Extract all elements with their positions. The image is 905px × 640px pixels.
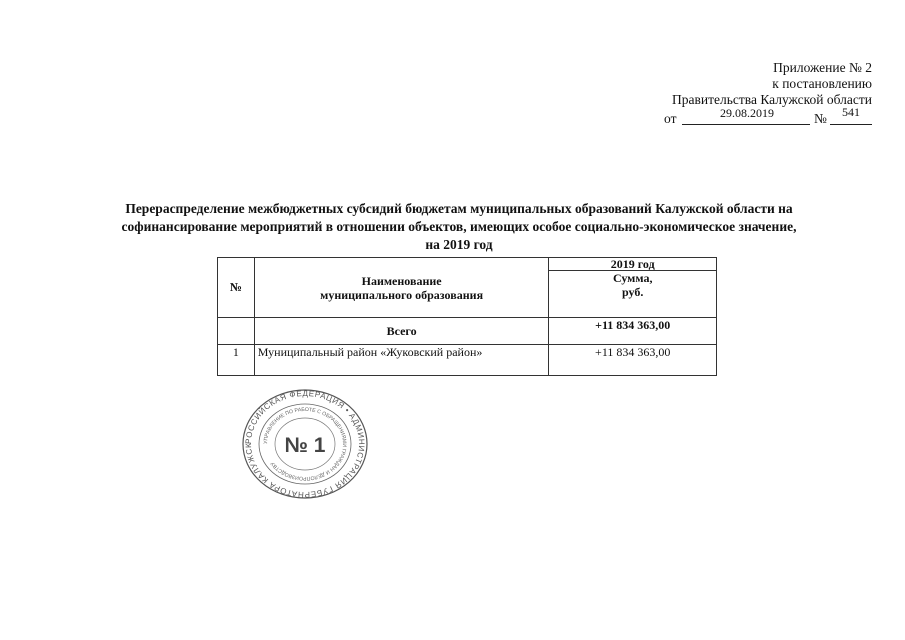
table-row: [218, 345, 717, 376]
header-year: 2019 год: [549, 258, 717, 271]
header-sum-line2: руб.: [622, 285, 644, 299]
header-no: №: [218, 258, 255, 318]
header-name: [254, 258, 549, 318]
total-label: Всего: [254, 318, 549, 345]
total-value: +11 834 363,00: [549, 318, 717, 345]
appendix-issuer: Правительства Калужской области: [671, 92, 872, 107]
row-value: +11 834 363,00: [549, 345, 717, 376]
stamp-seal-icon: [240, 388, 370, 500]
document-title: [100, 200, 818, 254]
table-header-row: [218, 258, 717, 271]
stamp-outer-text: РОССИЙСКАЯ ФЕДЕРАЦИЯ • АДМИНИСТРАЦИЯ ГУБЕРНАТОРА КАЛУЖСК: [243, 388, 367, 500]
from-label: от: [664, 111, 677, 126]
total-no: [218, 318, 255, 345]
total-row: [218, 318, 717, 345]
title-line-3: на 2019 год: [425, 237, 493, 252]
official-stamp: [240, 388, 370, 500]
date-number-line: [632, 105, 872, 126]
stamp-inner-text: УПРАВЛЕНИЕ ПО РАБОТЕ С ОБРАЩЕНИЯМИ ГРАЖДАН И ДЕЛОПРОИЗВОДСТВУ: [262, 406, 348, 482]
subsidy-table: [217, 257, 717, 376]
header-name-line2: муниципального образования: [320, 287, 484, 302]
header-name-line1: Наименование: [361, 273, 442, 288]
header-sum: [549, 271, 717, 318]
title-line-1: Перераспределение межбюджетных субсидий бюджетам муниципальных образований Калужской области на: [125, 201, 793, 216]
header-sum-line1: Сумма,: [612, 271, 653, 285]
appendix-ref: к постановлению: [772, 76, 872, 91]
date-underline: [682, 124, 810, 125]
number-label: №: [814, 111, 827, 126]
number-underline: [830, 124, 872, 125]
resolution-date: 29.08.2019: [720, 106, 774, 120]
title-line-2: софинансирование мероприятий в отношении объектов, имеющих особое социально-экономическое значение,: [121, 219, 797, 234]
stamp-number: № 1: [284, 434, 326, 457]
row-name: Муниципальный район «Жуковский район»: [254, 345, 549, 376]
row-no: 1: [218, 345, 255, 376]
appendix-number: Приложение № 2: [773, 60, 872, 75]
appendix-header: [632, 60, 872, 126]
resolution-number: 541: [842, 105, 860, 119]
